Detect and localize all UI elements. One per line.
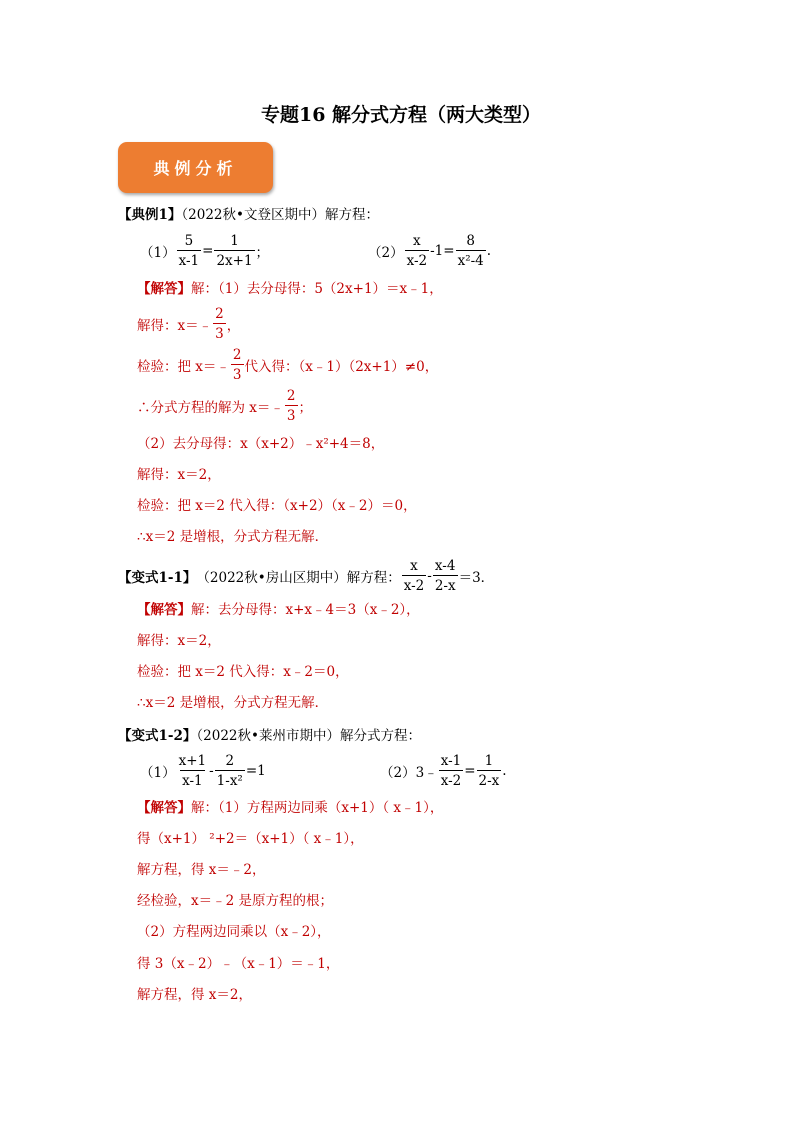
numerator: x	[410, 558, 418, 574]
fraction	[405, 233, 430, 269]
fraction	[213, 306, 226, 342]
variation-1-2-heading	[118, 730, 421, 744]
punctuation: ，	[226, 318, 241, 334]
fraction	[214, 233, 254, 269]
numerator: 1	[230, 233, 239, 249]
fraction	[439, 753, 464, 789]
fraction	[177, 233, 202, 269]
punctuation: ；	[298, 400, 312, 416]
text: 代入得：（x﹣1）（2x+1）≠0，	[244, 359, 439, 375]
denominator: 2-x	[433, 575, 458, 594]
text: ＝3．	[458, 570, 495, 586]
problem-label: （1）	[140, 765, 176, 781]
text: ∴分式方程的解为 x＝﹣	[137, 400, 284, 416]
numerator: 1	[484, 753, 494, 769]
example-1-heading	[118, 209, 379, 223]
solution-1-line-6: 解得：x＝2，	[137, 467, 221, 483]
operator: -	[209, 763, 214, 779]
solution-2-line-3: 检验：把 x＝2 代入得：x﹣2＝0，	[137, 664, 349, 680]
variation-1-2-problem-2	[380, 753, 507, 789]
punctuation: .	[502, 763, 507, 779]
example-1-source: （2022秋•文登区期中）解方程：	[181, 207, 379, 223]
example-1-problem-1	[140, 233, 269, 269]
numerator: 2	[215, 306, 224, 322]
variation-source: （2022秋•莱州市期中）解分式方程：	[196, 728, 421, 744]
punctuation: .	[486, 243, 492, 259]
solution-3-line-2: 得（x+1） ²+2＝（x+1）（ x﹣1），	[137, 831, 364, 847]
solution-1-line-5: （2）去分母得：x（x+2）﹣x²+4＝8，	[137, 436, 385, 452]
variation-source: （2022秋•房山区期中）解方程：	[196, 570, 401, 586]
numerator: 2	[225, 753, 235, 769]
example-1-problem-2	[368, 233, 491, 269]
denominator: 2-x	[477, 770, 502, 789]
denominator: x-1	[177, 250, 202, 269]
solution-2-line-2: 解得：x＝2，	[137, 633, 221, 649]
fraction	[215, 753, 245, 789]
numerator: 2	[286, 388, 296, 404]
solution-3-line-1	[137, 802, 443, 816]
fraction	[402, 558, 427, 594]
variation-tag: 【变式1-1】	[118, 570, 197, 586]
solution-3-line-5: （2）方程两边同乘以（x﹣2），	[137, 924, 331, 940]
fraction	[433, 558, 458, 594]
operator: -1=	[430, 243, 455, 259]
solution-2-line-4: ∴x＝2 是增根，分式方程无解．	[137, 695, 329, 711]
answer-text: 解：（1）方程两边同乘（x+1）（ x﹣1），	[191, 800, 444, 816]
denominator: x-2	[439, 770, 464, 789]
operator: -	[427, 568, 432, 584]
operator: =	[202, 243, 214, 259]
example-1-tag: 【典例1】	[118, 207, 182, 223]
problem-label: （2）	[368, 245, 404, 261]
fraction	[456, 233, 486, 269]
denominator: x-2	[405, 250, 430, 269]
problem-label: （1）	[140, 245, 176, 261]
text: 检验：把 x＝﹣	[137, 359, 230, 375]
solution-1-line-2	[137, 306, 240, 342]
numerator: x-4	[434, 558, 456, 574]
numerator: 2	[232, 347, 242, 363]
solution-1-line-3	[137, 347, 438, 383]
numerator: x+1	[178, 753, 207, 769]
denominator: x-1	[180, 770, 205, 789]
solution-1-line-8: ∴x＝2 是增根，分式方程无解．	[137, 529, 329, 545]
solution-3-line-4: 经检验，x＝﹣2 是原方程的根；	[137, 893, 333, 909]
solution-2-line-1	[137, 604, 420, 618]
answer-tag: 【解答】	[137, 602, 191, 618]
punctuation: ；	[255, 245, 270, 261]
denominator: 1-x²	[215, 770, 245, 789]
problem-label: （2）3﹣	[380, 765, 438, 781]
numerator: 8	[466, 233, 475, 249]
text: =1	[245, 763, 266, 779]
fraction	[477, 753, 502, 789]
denominator: 2x+1	[214, 250, 254, 269]
answer-tag: 【解答】	[137, 281, 191, 297]
fraction	[231, 347, 244, 383]
numerator: x-1	[440, 753, 462, 769]
page-title: 专题16 解分式方程（两大类型）	[261, 104, 542, 126]
solution-1-line-7: 检验：把 x＝2 代入得：（x+2）（x﹣2）＝0，	[137, 498, 417, 514]
solution-3-line-7: 解方程，得 x＝2，	[137, 987, 252, 1003]
denominator: 3	[213, 323, 226, 342]
denominator: x-2	[402, 575, 427, 594]
section-banner: 典例分析	[118, 142, 273, 193]
denominator: 3	[285, 405, 298, 424]
solution-3-line-3: 解方程，得 x＝﹣2，	[137, 862, 266, 878]
fraction	[285, 388, 298, 424]
solution-1-line-1	[137, 283, 443, 297]
variation-1-1-heading	[118, 558, 494, 594]
denominator: 3	[231, 364, 244, 383]
answer-text: 解：（1）去分母得：5（2x+1）＝x﹣1，	[191, 281, 443, 297]
variation-1-2-problem-1	[140, 753, 266, 789]
operator: =	[464, 763, 476, 779]
solution-3-line-6: 得 3（x﹣2）﹣（x﹣1）＝﹣1，	[137, 956, 340, 972]
variation-tag: 【变式1-2】	[118, 728, 197, 744]
numerator: x	[413, 233, 421, 249]
answer-text: 解：去分母得：x+x﹣4＝3（x﹣2），	[191, 602, 420, 618]
solution-1-line-4	[137, 388, 312, 424]
answer-tag: 【解答】	[137, 800, 191, 816]
denominator: x²-4	[456, 250, 486, 269]
fraction	[177, 753, 209, 789]
numerator: 5	[184, 233, 194, 249]
text: 解得：x＝﹣	[137, 318, 213, 334]
